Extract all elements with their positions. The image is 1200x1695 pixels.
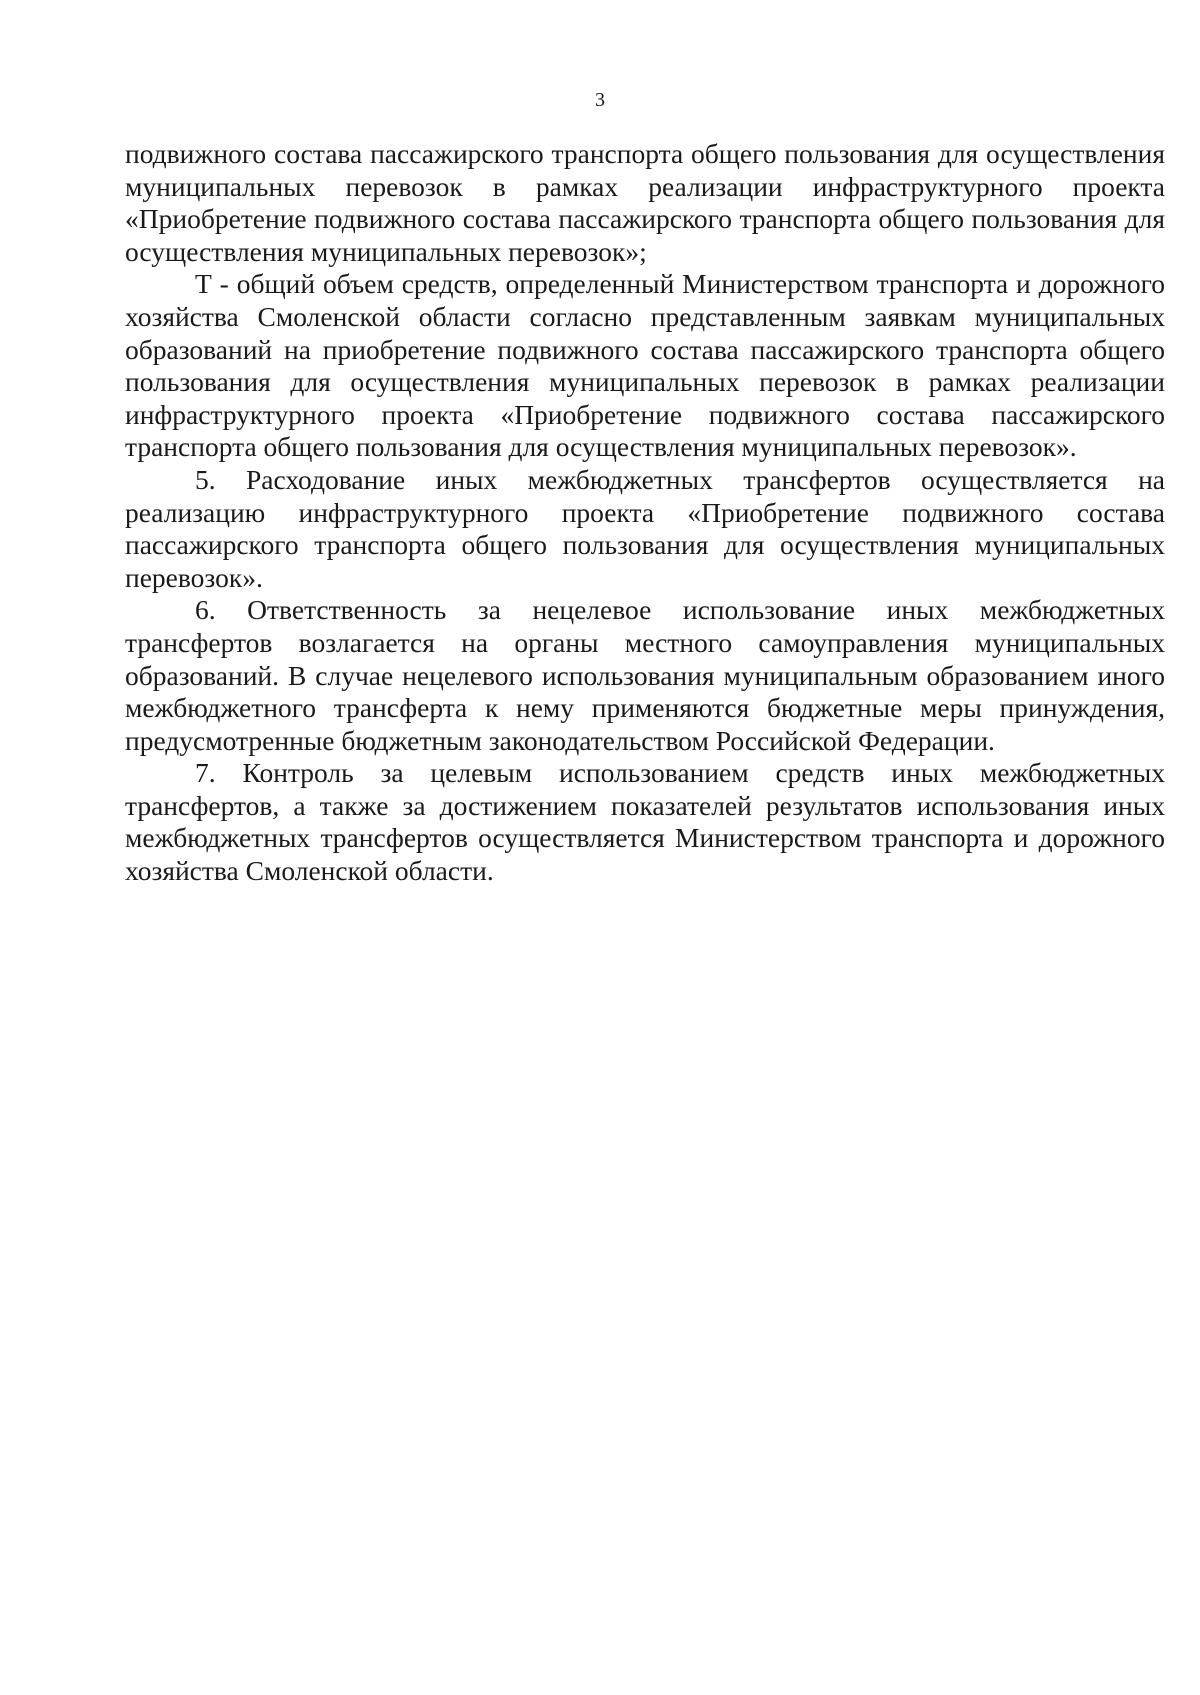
paragraph-item-7: 7. Контроль за целевым использованием средств иных межбюджетных трансфертов, а также за достижением показателей результатов использования иных межбюджетных трансфертов осуществляется Министерством транспорта и дорожного хозяйства Смоленской области. [125, 757, 1165, 887]
paragraph-continuation: подвижного состава пассажирского транспорта общего пользования для осуществления муниципальных перевозок в рамках реализации инфраструктурного проекта «Приобретение подвижного состава пассажирского транспорта общего пользования для осуществления муниципальных перевозок»; [125, 138, 1165, 267]
page-number: 3 [595, 89, 605, 111]
document-body [125, 138, 1165, 888]
paragraph-item-5: 5. Расходование иных межбюджетных трансфертов осуществляется на реализацию инфраструктурного проекта «Приобретение подвижного состава пассажирского транспорта общего пользования для осуществления муниципальных перевозок». [125, 463, 1165, 593]
paragraph-t-definition: Т - общий объем средств, определенный Министерством транспорта и дорожного хозяйства Смоленской области согласно представленным заявкам муниципальных образований на приобретение подвижного состава пассажирского транспорта общего пользования для осуществления муниципальных перевозок в рамках реализации инфраструктурного проекта «Приобретение подвижного состава пассажирского транспорта общего пользования для осуществления муниципальных перевозок». [125, 268, 1165, 463]
paragraph-item-6: 6. Ответственность за нецелевое использование иных межбюджетных трансфертов возлагается на органы местного самоуправления муниципальных образований. В случае нецелевого использования муниципальным образованием иного межбюджетного трансферта к нему применяются бюджетные меры принуждения, предусмотренные бюджетным законодательством Российской Федерации. [125, 594, 1165, 756]
